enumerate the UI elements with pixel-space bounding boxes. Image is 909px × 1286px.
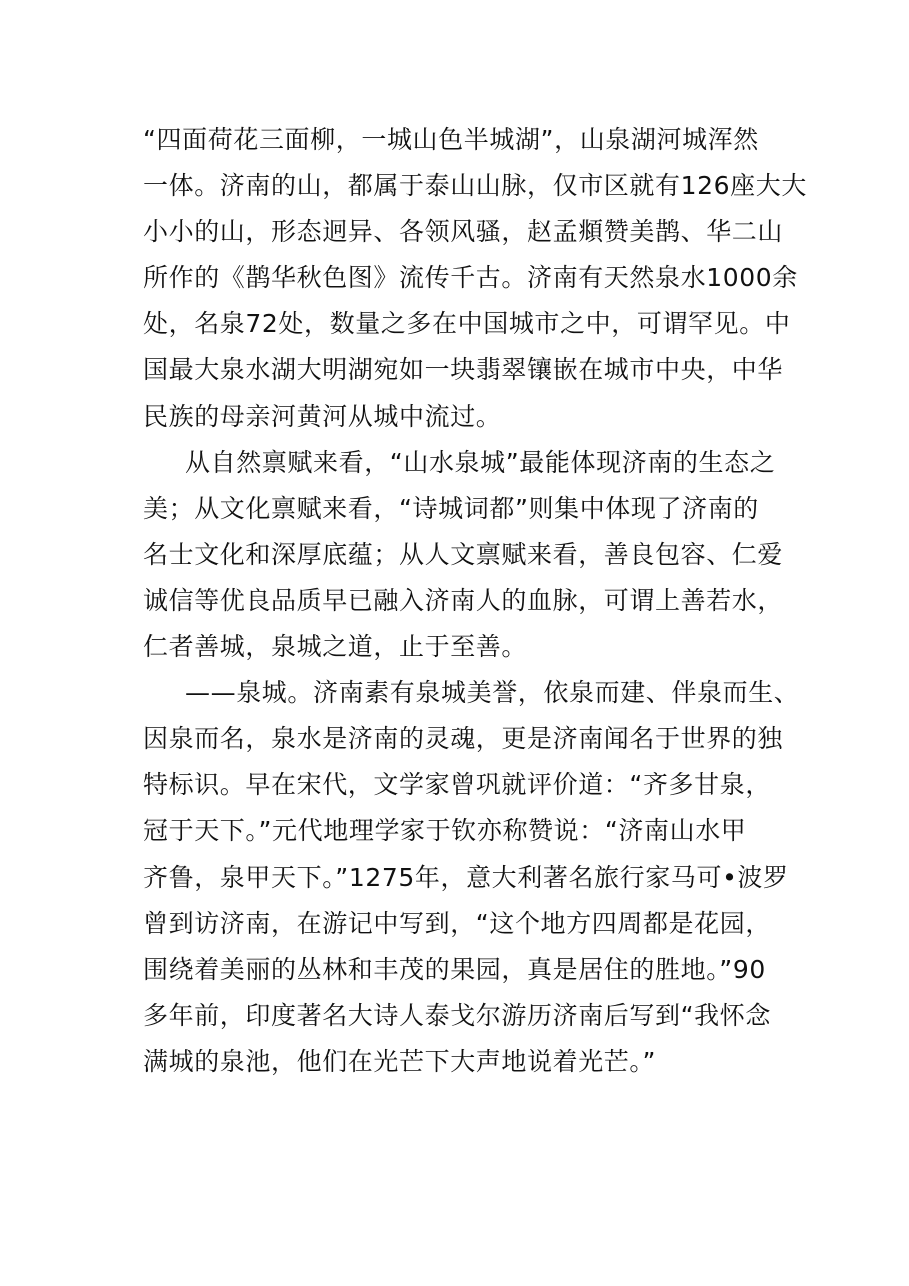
text-line: 诚信等优良品质早已融入济南人的血脉，可谓上善若水， bbox=[143, 585, 784, 615]
text-line: 多年前，印度著名大诗人泰戈尔游历济南后写到“我怀念 bbox=[143, 1000, 771, 1030]
text-line: 冠于天下。”元代地理学家于钦亦称赞说：“济南山水甲 bbox=[143, 816, 747, 846]
paragraph-2 bbox=[143, 440, 783, 670]
document-body bbox=[143, 117, 807, 1085]
text-line: 围绕着美丽的丛林和丰茂的果园，真是居住的胜地。”90 bbox=[143, 954, 766, 984]
text-line: 仁者善城，泉城之道，止于至善。 bbox=[143, 632, 528, 662]
text-line: 美；从文化禀赋来看，“诗城词都”则集中体现了济南的 bbox=[143, 493, 759, 523]
text-line: 从自然禀赋来看，“山水泉城”最能体现济南的生态之 bbox=[185, 447, 776, 477]
text-line: 曾到访济南，在游记中写到，“这个地方四周都是花园， bbox=[143, 908, 771, 938]
paragraph-3 bbox=[143, 670, 800, 1085]
text-line: 特标识。早在宋代，文学家曾巩就评价道：“齐多甘泉， bbox=[143, 770, 771, 800]
text-line: 民族的母亲河黄河从城中流过。 bbox=[143, 401, 502, 431]
text-line: 所作的《鹊华秋色图》流传千古。济南有天然泉水1000余 bbox=[143, 263, 798, 293]
text-line: 国最大泉水湖大明湖宛如一块翡翠镶嵌在城市中央，中华 bbox=[143, 355, 784, 385]
text-line: 处，名泉72处，数量之多在中国城市之中，可谓罕见。中 bbox=[143, 309, 791, 339]
text-line: 齐鲁，泉甲天下。”1275年，意大利著名旅行家马可•波罗 bbox=[143, 862, 789, 892]
text-line: 因泉而名，泉水是济南的灵魂，更是济南闻名于世界的独 bbox=[143, 724, 784, 754]
text-line: 一体。济南的山，都属于泰山山脉，仅市区就有126座大大 bbox=[143, 171, 807, 201]
text-line: 名士文化和深厚底蕴；从人文禀赋来看，善良包容、仁爱 bbox=[143, 539, 784, 569]
text-line: “四面荷花三面柳，一城山色半城湖”，山泉湖河城浑然 bbox=[143, 125, 759, 154]
text-line: 小小的山，形态迥异、各领风骚，赵孟頫赞美鹊、华二山 bbox=[143, 217, 784, 247]
text-line: ——泉城。济南素有泉城美誉，依泉而建、伴泉而生、 bbox=[185, 678, 800, 708]
paragraph-1 bbox=[143, 117, 807, 440]
text-line: 满城的泉池，他们在光芒下大声地说着光芒。” bbox=[143, 1046, 657, 1076]
